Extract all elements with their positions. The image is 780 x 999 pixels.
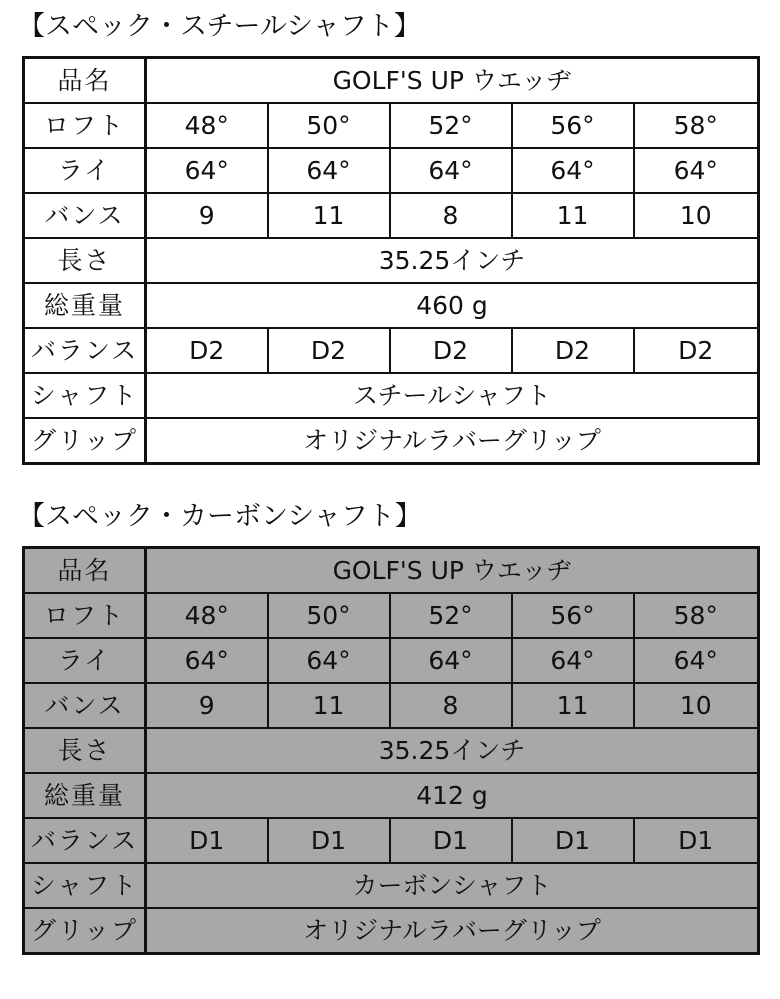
spec-label-cell: ロフト xyxy=(24,103,146,148)
spec-row xyxy=(24,593,759,638)
spec-row xyxy=(24,548,759,594)
spec-value-cell: 11 xyxy=(268,683,390,728)
spec-value-cell: D1 xyxy=(634,818,759,863)
spec-label-cell: シャフト xyxy=(24,373,146,418)
spec-value-cell: 50° xyxy=(268,593,390,638)
spec-row xyxy=(24,193,759,238)
spec-value-cell: 64° xyxy=(390,148,512,193)
spec-value-cell: 64° xyxy=(268,638,390,683)
spec-label-cell: ライ xyxy=(24,638,146,683)
spec-label-cell: ロフト xyxy=(24,593,146,638)
spec-value-cell: 64° xyxy=(512,148,634,193)
spec-value-cell: 48° xyxy=(146,103,268,148)
spec-value-cell: D2 xyxy=(634,328,759,373)
spec-label-cell: ライ xyxy=(24,148,146,193)
spec-value-cell: 56° xyxy=(512,593,634,638)
spec-value-cell: 460 g xyxy=(146,283,759,328)
spec-value-cell: 11 xyxy=(268,193,390,238)
spec-label-cell: バランス xyxy=(24,818,146,863)
spec-row xyxy=(24,103,759,148)
spec-row xyxy=(24,148,759,193)
spec-value-cell: 64° xyxy=(634,638,759,683)
spec-value-cell: オリジナルラバーグリップ xyxy=(146,418,759,464)
spec-value-cell: 52° xyxy=(390,103,512,148)
spec-row xyxy=(24,773,759,818)
spec-row xyxy=(24,908,759,954)
spec-row xyxy=(24,283,759,328)
spec-value-cell: 58° xyxy=(634,593,759,638)
spec-label-cell: 長さ xyxy=(24,728,146,773)
spec-value-cell: 10 xyxy=(634,683,759,728)
spec-row xyxy=(24,638,759,683)
spec-value-cell: 64° xyxy=(634,148,759,193)
spec-label-cell: 長さ xyxy=(24,238,146,283)
spec-value-cell: 8 xyxy=(390,683,512,728)
spec-value-cell: D2 xyxy=(390,328,512,373)
spec-value-cell: D2 xyxy=(146,328,268,373)
carbon-spec-title: 【スペック・カーボンシャフト】 xyxy=(18,501,422,532)
spec-label-cell: バンス xyxy=(24,683,146,728)
steel-spec-title: 【スペック・スチールシャフト】 xyxy=(18,11,421,42)
spec-value-cell: 10 xyxy=(634,193,759,238)
spec-label-cell: シャフト xyxy=(24,863,146,908)
spec-row xyxy=(24,728,759,773)
spec-value-cell: 52° xyxy=(390,593,512,638)
spec-value-cell: 11 xyxy=(512,683,634,728)
spec-value-cell: 64° xyxy=(268,148,390,193)
spec-value-cell: 48° xyxy=(146,593,268,638)
spec-value-cell: D2 xyxy=(512,328,634,373)
spec-label-cell: バンス xyxy=(24,193,146,238)
spec-label-cell: 総重量 xyxy=(24,283,146,328)
spec-row xyxy=(24,418,759,464)
carbon-spec-table xyxy=(22,546,760,955)
spec-value-cell: 11 xyxy=(512,193,634,238)
spec-row xyxy=(24,328,759,373)
spec-value-cell: 58° xyxy=(634,103,759,148)
spec-value-cell: 412 g xyxy=(146,773,759,818)
spec-value-cell: 64° xyxy=(512,638,634,683)
spec-row xyxy=(24,373,759,418)
spec-value-cell: D1 xyxy=(268,818,390,863)
spec-value-cell: 8 xyxy=(390,193,512,238)
spec-label-cell: グリップ xyxy=(24,908,146,954)
spec-row xyxy=(24,58,759,104)
spec-value-cell: D1 xyxy=(146,818,268,863)
spec-row xyxy=(24,683,759,728)
spec-value-cell: D1 xyxy=(390,818,512,863)
spec-value-cell: 9 xyxy=(146,683,268,728)
spec-value-cell: 64° xyxy=(390,638,512,683)
spec-value-cell: 9 xyxy=(146,193,268,238)
spec-value-cell: 35.25インチ xyxy=(146,238,759,283)
spec-value-cell: スチールシャフト xyxy=(146,373,759,418)
spec-value-cell: 64° xyxy=(146,638,268,683)
spec-value-cell: 50° xyxy=(268,103,390,148)
spec-value-cell: D2 xyxy=(268,328,390,373)
spec-label-cell: 品名 xyxy=(24,58,146,104)
spec-label-cell: グリップ xyxy=(24,418,146,464)
spec-label-cell: バランス xyxy=(24,328,146,373)
spec-label-cell: 総重量 xyxy=(24,773,146,818)
spec-value-cell: 35.25インチ xyxy=(146,728,759,773)
spec-value-cell: GOLF'S UP ウエッヂ xyxy=(146,58,759,104)
spec-value-cell: 64° xyxy=(146,148,268,193)
spec-value-cell: カーボンシャフト xyxy=(146,863,759,908)
spec-value-cell: GOLF'S UP ウエッヂ xyxy=(146,548,759,594)
spec-row xyxy=(24,863,759,908)
spec-value-cell: D1 xyxy=(512,818,634,863)
spec-row xyxy=(24,818,759,863)
spec-label-cell: 品名 xyxy=(24,548,146,594)
spec-value-cell: 56° xyxy=(512,103,634,148)
steel-spec-table xyxy=(22,56,760,465)
spec-value-cell: オリジナルラバーグリップ xyxy=(146,908,759,954)
spec-row xyxy=(24,238,759,283)
